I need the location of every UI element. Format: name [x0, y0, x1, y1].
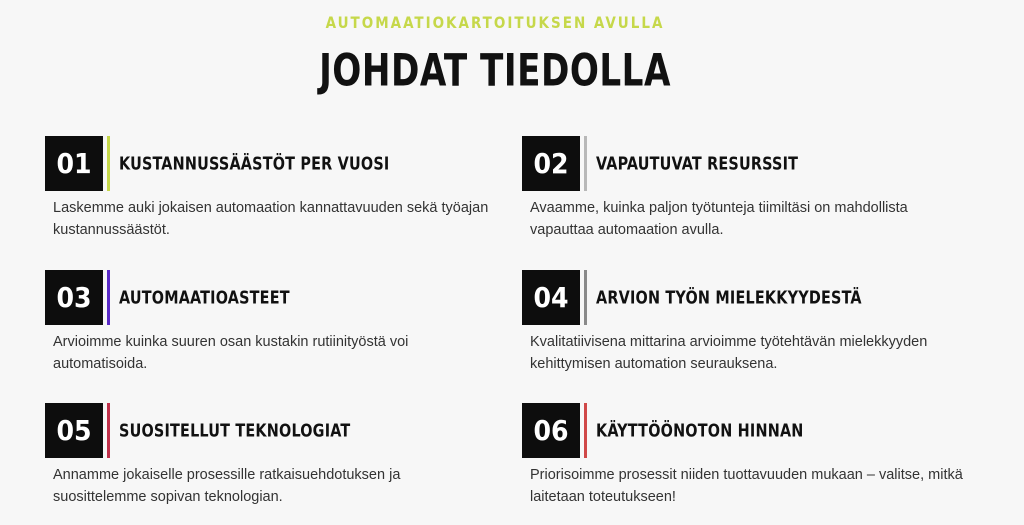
feature-header — [522, 136, 962, 191]
feature-title: ARVION TYÖN MIELEKKYYDESTÄ — [596, 286, 862, 309]
feature-header — [45, 270, 485, 325]
feature-description: Avaamme, kuinka paljon työtunteja tiimiltäsi on mahdollista vapauttaa automaation avulla. — [530, 200, 908, 238]
feature-description: Priorisoimme prosessit niiden tuottavuuden mukaan – valitse, mitkä laitetaan toteutukseen! — [530, 467, 963, 505]
feature-header — [45, 403, 485, 458]
feature-description: Kvalitatiivisena mittarina arvioimme työtehtävän mielekkyyden kehittymisen automation seurauksena. — [530, 334, 928, 372]
feature-description: Annamme jokaiselle prosessille ratkaisuehdotuksen ja suosittelemme sopivan teknologian. — [53, 467, 401, 505]
page-title: JOHDAT TIEDOLLA — [319, 44, 671, 96]
feature-title: KÄYTTÖÖNOTON HINNAN — [596, 419, 804, 442]
feature-title: VAPAUTUVAT RESURSSIT — [596, 152, 799, 175]
feature-header — [45, 136, 485, 191]
feature-number: 01 — [45, 136, 103, 191]
feature-header — [522, 403, 962, 458]
feature-number: 02 — [522, 136, 580, 191]
feature-item-01 — [45, 136, 489, 241]
feature-description: Laskemme auki jokaisen automaation kannattavuuden sekä työajan kustannussäästöt. — [53, 200, 489, 238]
feature-item-02 — [522, 136, 962, 241]
feature-header — [522, 270, 962, 325]
feature-item-03 — [45, 270, 485, 375]
feature-number: 04 — [522, 270, 580, 325]
feature-title: KUSTANNUSSÄÄSTÖT PER VUOSI — [119, 152, 390, 175]
feature-item-06 — [522, 403, 962, 508]
feature-description: Arvioimme kuinka suuren osan kustakin rutiinityöstä voi automatisoida. — [53, 334, 409, 372]
eyebrow-heading: AUTOMAATIOKARTOITUKSEN AVULLA — [325, 13, 665, 33]
feature-title: SUOSITELLUT TEKNOLOGIAT — [119, 419, 351, 442]
feature-number: 03 — [45, 270, 103, 325]
feature-title: AUTOMAATIOASTEET — [119, 286, 290, 309]
feature-number: 06 — [522, 403, 580, 458]
feature-number: 05 — [45, 403, 103, 458]
feature-item-04 — [522, 270, 962, 375]
feature-item-05 — [45, 403, 485, 508]
